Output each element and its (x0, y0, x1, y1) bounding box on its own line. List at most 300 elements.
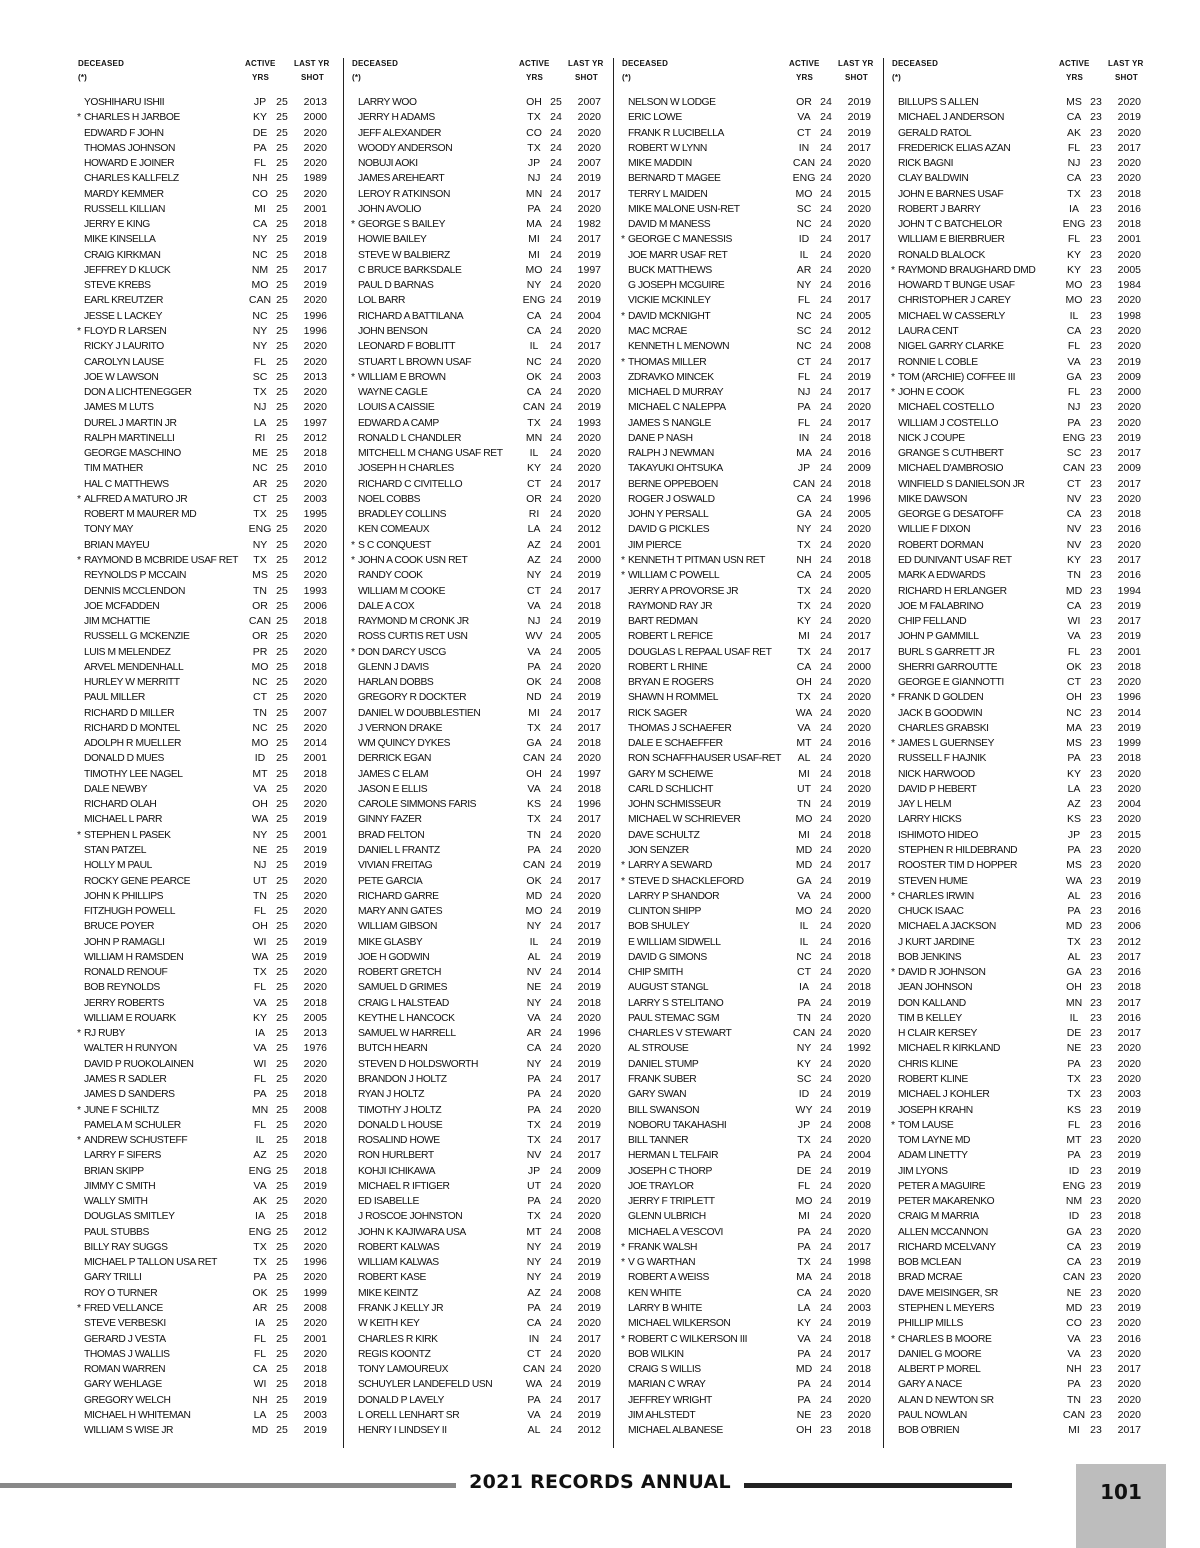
shooter-name: ROBERT DORMAN (898, 539, 984, 551)
state-code: TX (253, 1256, 267, 1269)
record-row (76, 1194, 338, 1209)
deceased-marker: * (891, 691, 896, 704)
last-year-shot: 2020 (577, 279, 601, 292)
deceased-marker: * (621, 233, 626, 246)
shooter-name: JAMES M LUTS (84, 402, 154, 414)
last-year-shot: 2000 (577, 553, 601, 566)
state-code: NY (252, 324, 268, 337)
active-years: 24 (820, 1057, 832, 1070)
shooter-name: JOHN P GAMMILL (898, 631, 979, 643)
shooter-name: GREGORY R DOCKTER (358, 692, 467, 704)
last-year-shot: 2020 (303, 157, 327, 170)
shooter-name: MICHAEL R KIRKLAND (898, 1043, 1000, 1055)
shooter-name: J VERNON DRAKE (358, 722, 443, 734)
record-row (614, 1103, 876, 1118)
record-row (614, 1393, 876, 1408)
active-years: 25 (276, 233, 288, 246)
active-years: 24 (550, 1301, 562, 1314)
record-row (76, 889, 338, 904)
active-years: 23 (1090, 920, 1102, 933)
shooter-name: BILL SWANSON (628, 1104, 700, 1116)
shooter-name: MIKE GLASBY (358, 936, 423, 948)
state-code: CA (252, 1363, 268, 1376)
active-years: 24 (550, 431, 562, 444)
last-year-shot: 2003 (847, 1301, 871, 1314)
active-years: 23 (1090, 1347, 1102, 1360)
shooter-name: HARLAN DOBBS (358, 677, 434, 689)
active-years: 24 (820, 141, 832, 154)
active-years: 23 (1090, 126, 1102, 139)
state-code: ID (798, 1088, 810, 1101)
active-years: 25 (276, 218, 288, 231)
last-year-shot: 2005 (1117, 263, 1141, 276)
shooter-name: DAVID MCKNIGHT (628, 310, 711, 322)
active-years: 24 (820, 233, 832, 246)
state-code: KY (796, 1057, 811, 1070)
shooter-name: PAUL D BARNAS (358, 280, 434, 292)
record-row (344, 599, 606, 614)
active-years: 23 (1090, 1317, 1102, 1330)
record-row (344, 339, 606, 354)
shooter-name: JOE M FALABRINO (898, 600, 984, 612)
shooter-name: ROBERT W LYNN (628, 142, 707, 154)
last-year-shot: 2017 (1117, 141, 1141, 154)
active-years: 24 (820, 96, 832, 108)
active-years: 24 (550, 1179, 562, 1192)
active-years: 23 (1090, 721, 1102, 734)
record-row (344, 889, 606, 904)
state-code: TX (1067, 935, 1081, 948)
last-year-shot: 1993 (303, 584, 327, 597)
last-year-shot: 2020 (847, 248, 871, 261)
state-code: CA (1066, 1256, 1082, 1269)
shooter-name: MARY ANN GATES (358, 906, 443, 918)
active-years: 25 (276, 172, 288, 185)
state-code: NY (526, 1271, 542, 1284)
deceased-header: DECEASED (892, 59, 939, 68)
shooter-name: DAVE MEISINGER, SR (898, 1287, 998, 1299)
state-code: GA (1066, 1225, 1082, 1238)
state-code: TN (797, 798, 811, 811)
last-year-shot: 2009 (577, 1164, 601, 1177)
active-years: 23 (1090, 645, 1102, 658)
shooter-name: WILLIAM E ROUARK (84, 1012, 176, 1024)
record-row (884, 1286, 1146, 1301)
state-code: FL (253, 157, 267, 170)
state-code: CT (797, 966, 811, 979)
shooter-name: BERNARD T MAGEE (628, 173, 721, 185)
record-row (884, 1057, 1146, 1072)
record-row (884, 492, 1146, 507)
state-code: MS (1066, 96, 1082, 108)
active-years: 25 (276, 599, 288, 612)
state-code: CA (796, 569, 812, 582)
active-years: 25 (276, 126, 288, 139)
active-years: 25 (276, 477, 288, 490)
active-years: 25 (276, 737, 288, 750)
active-years: 24 (550, 584, 562, 597)
shooter-name: JOE MARR USAF RET (628, 249, 728, 261)
deceased-marker: * (351, 218, 356, 231)
active-years: 24 (820, 218, 832, 231)
active-years: 24 (550, 737, 562, 750)
record-row (76, 1301, 338, 1316)
shooter-name: DANIEL L FRANTZ (358, 845, 440, 857)
state-code: IL (799, 248, 809, 261)
active-years: 23 (1090, 1103, 1102, 1116)
active-years: 25 (276, 248, 288, 261)
last-year-shot: 2017 (1117, 950, 1141, 963)
record-row (76, 1011, 338, 1026)
shooter-name: HOWIE BAILEY (358, 234, 427, 246)
state-code: CAN (792, 157, 816, 170)
last-year-shot: 2017 (1117, 615, 1141, 628)
last-year-shot: 2019 (577, 1271, 601, 1284)
active-years: 24 (550, 859, 562, 872)
active-years: 25 (276, 645, 288, 658)
state-code: IN (798, 431, 810, 444)
shooter-name: DOUGLAS L REPAAL USAF RET (628, 646, 772, 658)
last-year-shot: 2019 (847, 996, 871, 1009)
records-columns (76, 58, 1148, 1448)
shooter-name: KENNETH L MENOWN (628, 341, 730, 353)
shooter-name: JEFF ALEXANDER (358, 127, 441, 139)
state-code: LA (253, 416, 267, 429)
shooter-name: JESSE L LACKEY (84, 310, 163, 322)
last-year-shot: 2018 (847, 1271, 871, 1284)
active-years: 24 (550, 599, 562, 612)
record-row (344, 309, 606, 324)
shooter-name: JASON E ELLIS (358, 783, 428, 795)
shooter-name: JAY L HELM (898, 799, 952, 811)
active-years: 25 (276, 981, 288, 994)
record-row (884, 1393, 1146, 1408)
record-row (884, 477, 1146, 492)
last-year-shot: 2007 (303, 706, 327, 719)
active-years: 24 (550, 477, 562, 490)
record-row (76, 965, 338, 980)
state-code: DE (252, 126, 268, 139)
state-code: RI (254, 431, 266, 444)
shooter-name: MICHAEL WILKERSON (628, 1318, 731, 1330)
state-code: MI (528, 706, 540, 719)
state-code: NY (526, 1256, 542, 1269)
active-years: 25 (276, 492, 288, 505)
state-code: MA (796, 1271, 812, 1284)
state-code: WY (795, 1103, 813, 1116)
active-years: 24 (550, 813, 562, 826)
active-years: 25 (276, 1134, 288, 1147)
record-row (76, 1041, 338, 1056)
state-code: UT (527, 1179, 541, 1192)
active-years: 24 (550, 279, 562, 292)
last-year-shot: 2020 (577, 1179, 601, 1192)
shooter-name: JOHN A COOK USN RET (358, 554, 468, 566)
state-code: NC (252, 676, 268, 689)
active-years: 25 (276, 660, 288, 673)
last-year-shot: 2020 (847, 615, 871, 628)
state-code: PA (527, 202, 541, 215)
shooter-name: CHARLES GRABSKI (898, 722, 989, 734)
active-years: 24 (820, 905, 832, 918)
shooter-name: STEVE W BALBIERZ (358, 249, 450, 261)
last-year-shot: 2019 (303, 1179, 327, 1192)
last-year-shot: 2020 (1117, 767, 1141, 780)
state-code: FL (1067, 386, 1081, 399)
record-row (614, 309, 876, 324)
last-year-shot: 1992 (847, 1042, 871, 1055)
record-row (344, 1301, 606, 1316)
state-code: CA (1066, 324, 1082, 337)
active-years: 23 (1090, 660, 1102, 673)
last-year-shot: 2014 (1117, 706, 1141, 719)
active-header: ACTIVE (1059, 59, 1090, 68)
state-code: IL (529, 447, 539, 460)
last-year-shot: 2019 (577, 172, 601, 185)
last-year-sub-header: SHOT (301, 73, 325, 82)
record-row (884, 812, 1146, 827)
record-row (884, 461, 1146, 476)
active-years: 23 (1090, 752, 1102, 765)
shooter-name: JOHN P RAMAGLI (84, 936, 165, 948)
state-code: PA (253, 1088, 267, 1101)
shooter-name: FRED VELLANCE (84, 1302, 163, 1314)
record-row (884, 584, 1146, 599)
active-years: 25 (276, 1195, 288, 1208)
shooter-name: LARRY P SHANDOR (628, 890, 720, 902)
active-years: 24 (550, 767, 562, 780)
active-years: 25 (276, 1103, 288, 1116)
active-years: 24 (550, 615, 562, 628)
last-year-shot: 2020 (847, 523, 871, 536)
record-row (614, 324, 876, 339)
shooter-name: WINFIELD S DANIELSON JR (898, 478, 1025, 490)
state-code: PA (527, 844, 541, 857)
record-row (614, 187, 876, 202)
last-year-shot: 2020 (303, 355, 327, 368)
last-year-shot: 2018 (1117, 752, 1141, 765)
active-years: 24 (550, 935, 562, 948)
record-row (614, 568, 876, 583)
state-code: AZ (527, 1286, 541, 1299)
record-row (344, 1026, 606, 1041)
active-years: 24 (550, 1210, 562, 1223)
active-years: 23 (1090, 569, 1102, 582)
last-year-shot: 2017 (577, 233, 601, 246)
last-year-shot: 2020 (303, 721, 327, 734)
state-code: PA (797, 1240, 811, 1253)
active-years: 24 (820, 202, 832, 215)
last-year-shot: 2020 (847, 1057, 871, 1070)
record-row (76, 980, 338, 995)
state-code: NE (1066, 1286, 1082, 1299)
active-years: 24 (820, 1164, 832, 1177)
record-row (614, 599, 876, 614)
state-code: UT (253, 874, 267, 887)
shooter-name: CHARLES V STEWART (628, 1028, 732, 1040)
last-year-shot: 2020 (847, 905, 871, 918)
shooter-name: WILLIAM J COSTELLO (898, 417, 999, 429)
shooter-name: RONNIE L COBLE (898, 356, 978, 368)
shooter-name: DALE E SCHAEFFER (628, 738, 723, 750)
last-year-shot: 2020 (1117, 126, 1141, 139)
shooter-name: CAROLE SIMMONS FARIS (358, 799, 477, 811)
record-row (884, 1301, 1146, 1316)
active-years: 24 (820, 1118, 832, 1131)
active-years: 25 (276, 584, 288, 597)
record-row (344, 828, 606, 843)
state-code: FL (253, 1118, 267, 1131)
active-years: 24 (550, 1424, 562, 1437)
active-years: 23 (1090, 676, 1102, 689)
active-years: 24 (820, 645, 832, 658)
record-row (884, 568, 1146, 583)
shooter-name: GARY M SCHEIWE (628, 768, 713, 780)
active-years: 23 (1090, 813, 1102, 826)
record-row (344, 1393, 606, 1408)
last-year-shot: 2020 (1117, 1042, 1141, 1055)
shooter-name: PAUL NOWLAN (898, 1409, 967, 1421)
active-years: 24 (820, 462, 832, 475)
active-years: 25 (276, 370, 288, 383)
last-year-shot: 2008 (303, 1301, 327, 1314)
shooter-name: MICHAEL J KOHLER (898, 1089, 990, 1101)
shooter-name: LARRY A SEWARD (628, 860, 712, 872)
state-code: TX (527, 721, 541, 734)
shooter-name: JIM AHLSTEDT (628, 1409, 696, 1421)
record-row (344, 1179, 606, 1194)
last-year-shot: 2020 (303, 569, 327, 582)
last-year-shot: 2018 (847, 767, 871, 780)
record-row (344, 355, 606, 370)
state-code: AL (1067, 950, 1081, 963)
record-row (76, 1118, 338, 1133)
active-years: 24 (550, 1057, 562, 1070)
last-year-shot: 2018 (303, 615, 327, 628)
last-year-shot: 2020 (1117, 1195, 1141, 1208)
record-row (76, 1362, 338, 1377)
state-code: LA (797, 1301, 811, 1314)
shooter-name: LEONARD F BOBLITT (358, 341, 456, 353)
record-row (884, 1133, 1146, 1148)
state-code: AL (1067, 889, 1081, 902)
last-year-shot: 2020 (847, 691, 871, 704)
state-code: FL (253, 1073, 267, 1085)
record-row (344, 1240, 606, 1255)
last-year-shot: 2010 (303, 462, 327, 475)
last-year-shot: 2001 (1117, 645, 1141, 658)
state-code: KS (1066, 1103, 1081, 1116)
active-years: 24 (820, 187, 832, 200)
shooter-name: CLINTON SHIPP (628, 906, 701, 918)
record-row (884, 171, 1146, 186)
state-code: IA (255, 1317, 265, 1330)
last-year-shot: 2020 (303, 340, 327, 353)
record-row (614, 751, 876, 766)
state-code: OH (252, 798, 268, 811)
state-code: MD (1065, 584, 1083, 597)
shooter-name: RUSSELL F HAJNIK (898, 753, 986, 765)
last-year-shot: 2020 (1117, 1057, 1141, 1070)
shooter-name: FITZHUGH POWELL (84, 906, 176, 918)
active-years: 24 (550, 660, 562, 673)
record-row (614, 675, 876, 690)
shooter-name: WILLIAM E BIERBRUER (898, 234, 1005, 246)
shooter-name: CHARLES R KIRK (358, 1333, 438, 1345)
last-year-shot: 2020 (303, 1240, 327, 1253)
state-code: VA (527, 599, 541, 612)
shooter-name: STEPHEN L MEYERS (898, 1302, 994, 1314)
record-row (614, 278, 876, 293)
active-years: 25 (276, 874, 288, 887)
record-row (76, 339, 338, 354)
shooter-name: TOM (ARCHIE) COFFEE III (898, 371, 1016, 383)
state-code: MO (1065, 279, 1083, 292)
active-years: 25 (276, 889, 288, 902)
last-year-shot: 2009 (1117, 462, 1141, 475)
record-row (614, 522, 876, 537)
state-code: CT (527, 584, 541, 597)
shooter-name: HENRY I LINDSEY II (358, 1425, 447, 1437)
last-year-shot: 2017 (847, 645, 871, 658)
active-years: 25 (276, 1393, 288, 1406)
state-code: TX (1067, 187, 1081, 200)
shooter-name: KEN WHITE (628, 1287, 682, 1299)
active-years: 23 (1090, 324, 1102, 337)
record-row (344, 660, 606, 675)
state-code: VA (1067, 1347, 1081, 1360)
shooter-name: RICHARD C CIVITELLO (358, 478, 463, 490)
record-row (76, 629, 338, 644)
last-year-shot: 2017 (847, 233, 871, 246)
active-years: 23 (1090, 508, 1102, 521)
last-year-shot: 2019 (847, 1088, 871, 1101)
active-years: 24 (550, 691, 562, 704)
record-row (344, 1408, 606, 1423)
state-code: IA (799, 981, 809, 994)
state-code: PA (1067, 1378, 1081, 1391)
deceased-marker: * (891, 263, 896, 276)
last-year-shot: 2017 (577, 1134, 601, 1147)
last-year-sub-header: SHOT (1115, 73, 1139, 82)
last-year-shot: 2019 (577, 1378, 601, 1391)
active-years: 24 (820, 340, 832, 353)
shooter-name: RALPH J NEWMAN (628, 448, 714, 460)
active-years: 23 (1090, 294, 1102, 307)
shooter-name: NELSON W LODGE (628, 97, 716, 108)
active-years: 23 (1090, 263, 1102, 276)
shooter-name: ROGER J OSWALD (628, 493, 715, 505)
active-years: 25 (276, 401, 288, 414)
record-row (884, 309, 1146, 324)
active-years: 23 (1090, 172, 1102, 185)
record-row (76, 919, 338, 934)
shooter-name: ROMAN WARREN (84, 1364, 166, 1376)
shooter-name: ROSALIND HOWE (358, 1135, 440, 1147)
footer-title: 2021 RECORDS ANNUAL (469, 1471, 731, 1493)
state-code: VA (253, 1042, 267, 1055)
last-year-shot: 2018 (303, 1134, 327, 1147)
active-years: 24 (550, 920, 562, 933)
record-row (884, 950, 1146, 965)
state-code: MD (795, 844, 813, 857)
state-code: VA (527, 1408, 541, 1421)
shooter-name: JOHN E BARNES USAF (898, 188, 1004, 200)
state-code: PA (527, 660, 541, 673)
state-code: CAN (792, 1027, 816, 1040)
record-row (884, 690, 1146, 705)
state-code: TN (1067, 1393, 1081, 1406)
